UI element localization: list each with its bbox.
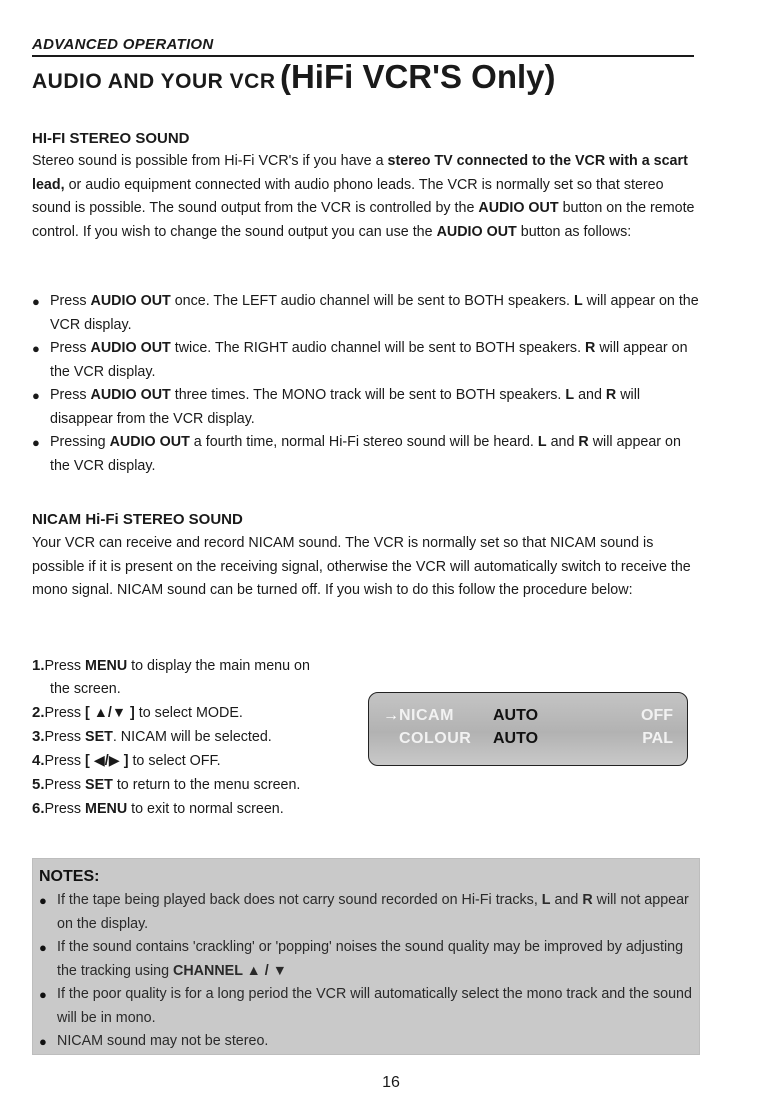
nicam-steps: [32, 654, 362, 821]
bullet-item: [32, 337, 700, 384]
text-run: will not appear on the display.: [57, 892, 689, 932]
key-label: MENU: [85, 801, 128, 817]
section-tag: ADVANCED OPERATION: [32, 36, 214, 53]
text-run: Press: [44, 729, 86, 745]
osd-value: AUTO: [493, 707, 539, 724]
step-number: 5.: [32, 776, 45, 793]
text-run: to display the main menu on: [127, 658, 310, 674]
nicam-intro-paragraph: Your VCR can receive and record NICAM sound. The VCR is normally set so that NICAM sound is possible if it is present on the receiving signal, otherwise the VCR will automatically switch to receive the mono signal. NICAM sound can be turned off. If you wish to do this follow the procedure below:: [32, 535, 691, 598]
osd-option: OFF: [641, 707, 673, 724]
text-run: NICAM sound may not be stereo.: [57, 1033, 269, 1049]
text-run: If the sound contains 'crackling' or 'popping' noises the sound quality may be improved by adjusting the tracking using: [57, 939, 684, 979]
text-run-bold: L: [573, 293, 583, 309]
key-label: [ ▲/▼ ]: [85, 705, 135, 721]
text-run-bold: R: [578, 434, 589, 450]
step-number: 2.: [32, 704, 45, 721]
notes-title: NOTES:: [39, 868, 100, 885]
text-run: once. The LEFT audio channel will be sent to BOTH speakers.: [170, 293, 574, 309]
osd-row-colour: [369, 730, 687, 754]
notes-list: [39, 889, 693, 1054]
osd-row-nicam: [369, 707, 687, 731]
audio-out-bullets: [32, 290, 700, 478]
text-run-bold: L: [537, 434, 547, 450]
step-item: [32, 654, 362, 701]
step-number: 3.: [32, 728, 45, 745]
text-run: Pressing: [50, 434, 110, 450]
osd-label: COLOUR: [399, 730, 472, 747]
text-run-bold: L: [541, 892, 551, 908]
notes-box: [32, 858, 700, 1055]
text-run: Press: [50, 340, 91, 356]
step-number: 4.: [32, 752, 45, 769]
text-run: Press: [50, 293, 91, 309]
text-run-bold: CHANNEL: [173, 962, 243, 979]
text-run: Press: [44, 705, 86, 721]
text-run-bold: AUDIO OUT: [90, 340, 171, 356]
text-run: will appear on the VCR display.: [50, 340, 688, 380]
step-item: [32, 797, 362, 821]
key-label: SET: [85, 729, 113, 745]
heading-nicam-stereo: NICAM Hi-Fi STEREO SOUND: [32, 511, 243, 528]
text-run: Stereo sound is possible from Hi-Fi VCR's if you have a: [32, 153, 388, 169]
text-run: will disappear from the VCR display.: [50, 387, 641, 427]
text-run-bold: R: [582, 892, 593, 908]
key-label: SET: [85, 777, 113, 793]
text-run-bold: AUDIO OUT: [478, 200, 559, 216]
text-run: Press: [44, 753, 86, 769]
step-item: [32, 749, 362, 773]
text-run: Press: [50, 387, 91, 403]
page-title-qualifier: (HiFi VCR'S Only): [279, 58, 556, 95]
bullet-item: [32, 290, 700, 337]
text-run: and: [546, 434, 579, 450]
osd-label: NICAM: [399, 707, 454, 724]
text-run: button on the remote control. If you wish to change the sound output you can use the: [32, 200, 695, 240]
text-run: and: [574, 387, 606, 403]
heading-hifi-stereo: HI-FI STEREO SOUND: [32, 130, 190, 147]
note-item: [39, 983, 693, 1030]
text-run: . NICAM will be selected.: [112, 729, 272, 745]
text-run-bold: AUDIO OUT: [90, 293, 171, 309]
text-run: to select OFF.: [128, 753, 221, 769]
text-run: and: [550, 892, 583, 908]
text-run: will appear on the VCR display.: [50, 434, 681, 474]
bullet-item: [32, 384, 700, 431]
text-run: to exit to normal screen.: [127, 801, 284, 817]
text-run: a fourth time, normal Hi-Fi stereo sound will be heard.: [189, 434, 538, 450]
text-run-bold: R: [605, 387, 617, 403]
step-item: [32, 701, 362, 725]
text-run: button as follows:: [516, 223, 632, 240]
text-run: will appear on the VCR display.: [50, 293, 699, 333]
page-number: 16: [382, 1074, 400, 1091]
osd-menu-screen: [368, 692, 688, 766]
page-title-main: AUDIO AND YOUR VCR: [32, 70, 276, 93]
step-item: [32, 773, 362, 797]
osd-option: PAL: [642, 730, 673, 747]
osd-value: AUTO: [493, 730, 539, 747]
text-run-bold: R: [585, 340, 596, 356]
text-run: three times. The MONO track will be sent to BOTH speakers.: [170, 387, 566, 403]
hifi-intro-paragraph: [32, 150, 698, 244]
text-run: or audio equipment connected with audio phono leads. The VCR is normally set so that stereo sound is possible. The sound output from the VCR is controlled by the: [32, 176, 664, 216]
text-run: to return to the menu screen.: [112, 777, 301, 793]
text-run: If the poor quality is for a long period the VCR will automatically select the mono track and the sound will be in mono.: [57, 986, 692, 1026]
text-run-bold: ▲ / ▼: [242, 962, 287, 979]
text-run-bold: AUDIO OUT: [109, 434, 190, 450]
note-item: [39, 1030, 693, 1054]
step-number: 6.: [32, 800, 45, 817]
step-item: [32, 725, 362, 749]
step-continuation: the screen.: [50, 681, 121, 697]
key-label: [ ◀/▶ ]: [85, 753, 129, 769]
text-run: Press: [44, 801, 86, 817]
text-run-bold: L: [565, 387, 575, 403]
header-rule: [32, 55, 694, 57]
note-item: [39, 889, 693, 936]
text-run: to select MODE.: [134, 705, 243, 721]
cursor-arrow-icon: →: [383, 707, 399, 724]
bullet-item: [32, 431, 700, 478]
key-label: MENU: [85, 658, 128, 674]
step-number: 1.: [32, 657, 45, 674]
text-run: Press: [44, 658, 86, 674]
text-run-bold: AUDIO OUT: [90, 387, 171, 403]
text-run-bold: AUDIO OUT: [436, 223, 517, 240]
page-title: [32, 58, 556, 96]
text-run-bold: stereo TV connected to the VCR with a scart lead,: [32, 153, 688, 193]
text-run: Press: [44, 777, 86, 793]
text-run: twice. The RIGHT audio channel will be sent to BOTH speakers.: [170, 340, 586, 356]
note-item: [39, 936, 693, 983]
text-run: If the tape being played back does not carry sound recorded on Hi-Fi tracks,: [57, 892, 542, 908]
